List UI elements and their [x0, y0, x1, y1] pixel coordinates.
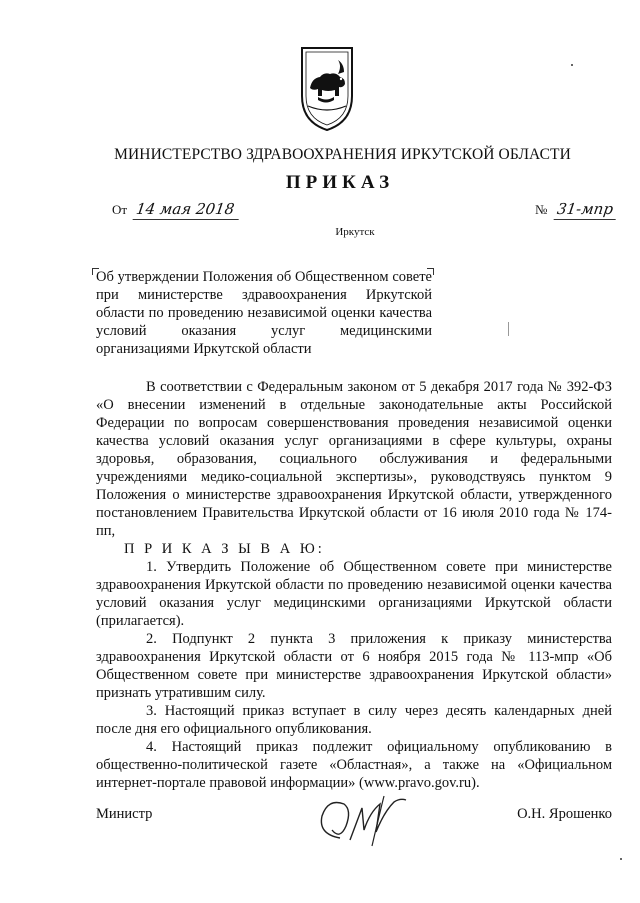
date-prefix: От [112, 202, 128, 217]
item-4: 4. Настоящий приказ подлежит официальному опубликованию в общественно-политической газете «Областная», а также на «Официальном интернет-портале правовой информации» (www.pravo.gov.ru). [96, 739, 612, 791]
order-word: П Р И К А З Ы В А Ю: [124, 541, 325, 557]
number-field [535, 200, 617, 220]
signer-name: О.Н. Ярошенко [517, 806, 612, 822]
scan-speck [571, 64, 573, 66]
scan-speck [620, 858, 622, 860]
item-3: 3. Настоящий приказ вступает в силу через десять календарных дней после дня его официального опубликования. [96, 703, 612, 737]
number-prefix: № [535, 202, 548, 217]
date-field [112, 200, 240, 220]
signature-icon [310, 790, 420, 850]
item-2: 2. Подпункт 2 пункта 3 приложения к приказу министерства здравоохранения Иркутской области от 6 ноября 2015 года № 113-мпр «Об Общественном совете при министерстве здравоохранения Иркутской области» признать утратившим силу. [96, 631, 612, 701]
preamble: В соответствии с Федеральным законом от 5 декабря 2017 года № 392-ФЗ «О внесении изменений в отдельные законодательные акты Российской Федерации по вопросам совершенствования проведения независимой оценки качества условий оказания услуг организациями в сфере культуры, охраны здоровья, образования, социального обслуживания и федеральными учреждениями медико-социальной экспертизы», руководствуясь пунктом 9 Положения о министерстве здравоохранения Иркутской области, утвержденного постановлением Правительства Иркутской области от 16 июля 2010 года № 174-пп, [96, 379, 612, 539]
order-body [96, 378, 612, 792]
order-subject: Об утверждении Положения об Общественном совете при министерстве здравоохранения Иркутской области по проведению независимой оценки качества условий оказания услуг медицинскими организациями Иркутской области [96, 269, 432, 357]
ministry-name: МИНИСТЕРСТВО ЗДРАВООХРАНЕНИЯ ИРКУТСКОЙ ОБЛАСТИ [114, 146, 571, 163]
scan-speck [508, 322, 509, 336]
signer-title: Министр [96, 806, 153, 822]
item-1: 1. Утвердить Положение об Общественном совете при министерстве здравоохранения Иркутской области по проведению независимой оценки качества условий оказания услуг медицинскими организациями Иркутской области (прилагается). [96, 559, 612, 629]
coat-of-arms-icon [298, 44, 356, 134]
city: Иркутск [335, 226, 375, 238]
date-handwritten: 14 мая 2018 [133, 200, 242, 220]
number-handwritten: 31-мпр [553, 200, 618, 220]
order-title: ПРИКАЗ [285, 172, 395, 193]
